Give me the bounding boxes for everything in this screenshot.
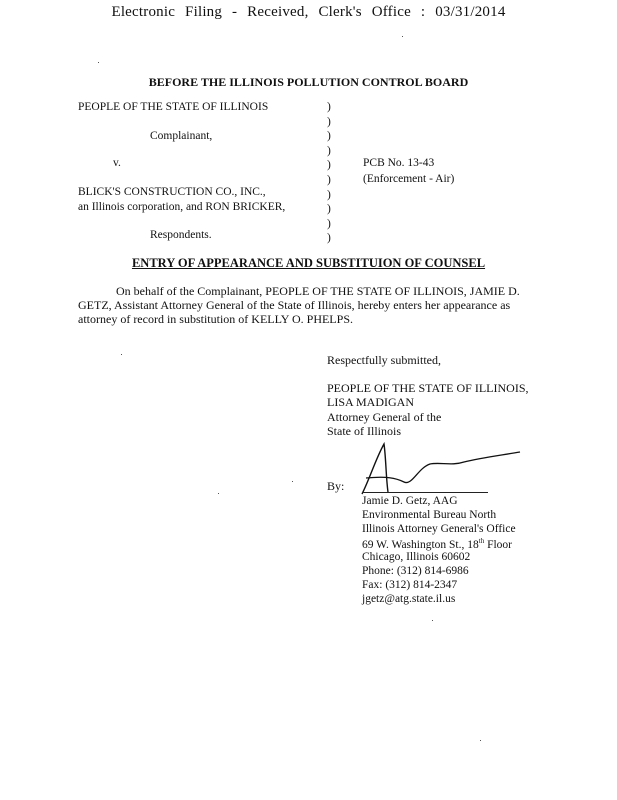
plaintiff-role: Complainant, [150,130,213,142]
closing: Respectfully submitted, [327,353,441,367]
street-address: 69 W. Washington St., 18th Floor [362,537,513,551]
board-title: BEFORE THE ILLINOIS POLLUTION CONTROL BOARD [148,75,469,89]
by-label: By: [327,479,345,493]
city-state-zip: Chicago, Illinois 60602 [362,551,471,563]
scan-speck [402,36,403,37]
caption-parentheses: ) ) ) ) ) ) ) ) ) ) [327,101,331,245]
defendant-description: an Illinois corporation, and RON BRICKER, [78,201,286,213]
versus: v. [113,157,121,169]
scan-speck [432,620,433,621]
email: jgetz@atg.state.il.us [362,593,456,605]
entry-title: ENTRY OF APPEARANCE AND SUBSTITUION OF COUNSEL [131,256,486,270]
plaintiff-name: PEOPLE OF THE STATE OF ILLINOIS [78,101,269,113]
bureau: Environmental Bureau North [362,509,497,521]
party-name: PEOPLE OF THE STATE OF ILLINOIS, [327,381,529,395]
attorney-general-state: State of Illinois [327,424,401,438]
scan-speck [98,62,99,63]
phone: Phone: (312) 814-6986 [362,565,469,577]
electronic-filing-stamp: Electronic Filing - Received, Clerk's Office : 03/31/2014 [111,4,506,20]
attorney-general-name: LISA MADIGAN [327,395,414,409]
scan-speck [292,481,293,482]
scan-speck [121,354,122,355]
scan-speck [480,740,481,741]
signer-name: Jamie D. Getz, AAG [362,495,458,507]
handwritten-signature [356,438,526,498]
office-name: Illinois Attorney General's Office [362,523,516,535]
body-paragraph: On behalf of the Complainant, PEOPLE OF THE STATE OF ILLINOIS, JAMIE D. GETZ, Assistant Attorney General of the State of Illinois, hereby enters her appearance as attorney of record in substitution of KELLY O. PHELPS. [78,284,520,326]
attorney-general-title: Attorney General of the [327,410,442,424]
defendant-name: BLICK'S CONSTRUCTION CO., INC., [78,186,266,198]
scan-speck [218,493,219,494]
case-number: PCB No. 13-43 [363,157,435,169]
case-type: (Enforcement - Air) [363,173,455,185]
defendant-role: Respondents. [150,229,212,241]
fax: Fax: (312) 814-2347 [362,579,458,591]
signature-line [362,492,488,493]
